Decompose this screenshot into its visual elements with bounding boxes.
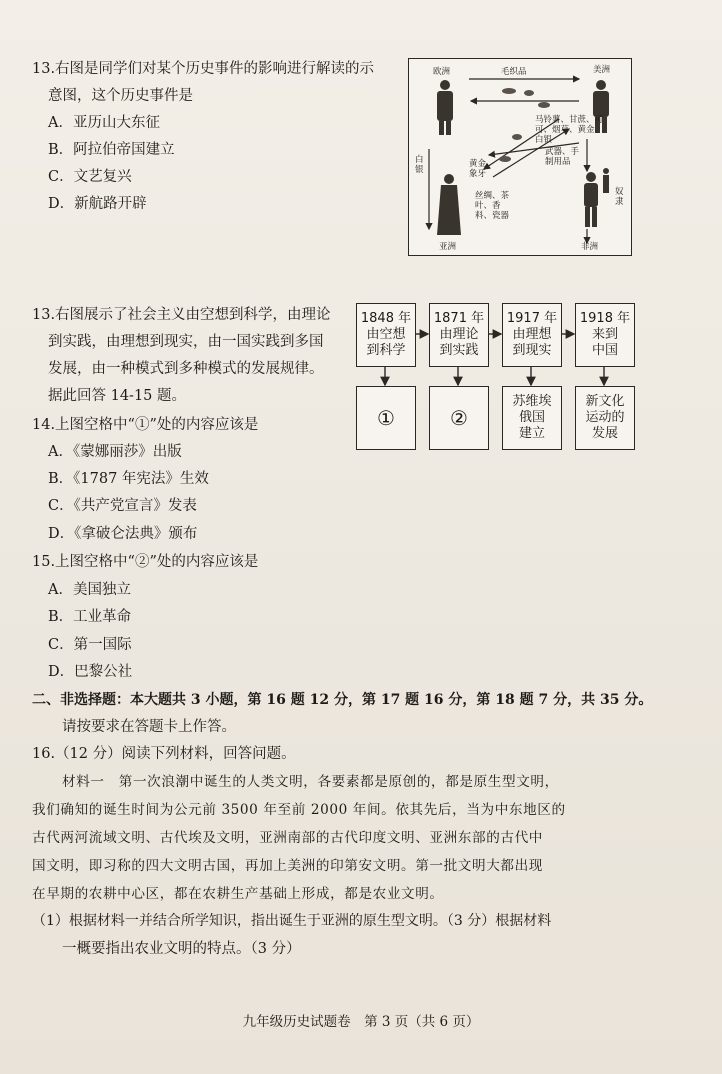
q13b-stem-line3: 发展，由一种模式到多种模式的发展规律。	[48, 361, 324, 377]
q16-sub1-line2: 一概要指出农业文明的特点。（3 分）	[62, 941, 301, 957]
q15-stem: 15.上图空格中“②”处的内容应该是	[32, 554, 259, 570]
trade-arrows-drawing	[409, 59, 631, 255]
section2-note: 请按要求在答题卡上作答。	[62, 719, 236, 735]
label-goods-weapons: 武器、手制用品	[545, 147, 580, 167]
q13a-stem-line2: 意图，这个历史事件是	[48, 88, 193, 104]
q14-option-b: B．《1787 年宪法》生效	[48, 471, 209, 487]
q13b-stem-line4: 据此回答 14-15 题。	[48, 388, 187, 404]
q14-stem: 14.上图空格中“①”处的内容应该是	[32, 417, 259, 433]
q16-material-line3: 古代两河流域文明、古代埃及文明，亚洲南部的古代印度文明、亚洲东部的古代中	[32, 830, 543, 846]
q13b-stem-line2: 到实践，由理想到现实，由一国实践到多国	[48, 334, 324, 350]
flow-box-1918: 1918 年 来到 中国	[575, 303, 635, 367]
flow-box-soviet: 苏维埃 俄国 建立	[502, 386, 562, 450]
label-america: 美洲	[593, 65, 611, 75]
label-slave: 奴隶	[615, 187, 624, 207]
flow-box-1871: 1871 年 由理论 到实践	[429, 303, 489, 367]
q14-option-a: A．《蒙娜丽莎》出版	[48, 444, 182, 460]
flow-blank-2: ②	[429, 386, 489, 450]
section2-title: 二、非选择题：本大题共 3 小题，第 16 题 12 分，第 17 题 16 分，第 18 题 7 分，共 35 分。	[32, 692, 653, 708]
flow-box-1917: 1917 年 由理想 到现实	[502, 303, 562, 367]
q16-sub1-line1: （1）根据材料一并结合所学知识，指出诞生于亚洲的原生型文明。（3 分）根据材料	[32, 913, 552, 929]
label-goods-asia: 丝绸、茶叶、香料、瓷器	[475, 191, 510, 221]
q16-stem: 16.（12 分）阅读下列材料，回答问题。	[32, 746, 296, 762]
q13a-option-a: A．亚历山大东征	[48, 115, 160, 131]
q16-material-line5: 在早期的农耕中心区，都在农耕生产基础上形成，都是农业文明。	[32, 886, 444, 902]
q15-option-d: D．巴黎公社	[48, 664, 133, 680]
page-footer: 九年级历史试题卷 第 3 页（共 6 页）	[242, 1014, 480, 1030]
trade-illustration	[408, 58, 632, 256]
q13a-option-c: C．文艺复兴	[48, 169, 132, 185]
label-goods-america: 马铃薯、甘蔗、可可、烟草、黄金、白银	[535, 115, 604, 145]
q16-material-line2: 我们确知的诞生时间为公元前 3500 年至前 2000 年间。依其先后，当为中东地区的	[32, 802, 566, 818]
label-africa: 非洲	[581, 242, 599, 252]
q13b-stem-line1: 13.右图展示了社会主义由空想到科学，由理论	[32, 307, 331, 323]
q15-option-c: C．第一国际	[48, 637, 132, 653]
q14-option-d: D．《拿破仑法典》颁布	[48, 526, 198, 542]
label-europe: 欧洲	[433, 67, 451, 77]
q16-material-line1: 材料一 第一次浪潮中诞生的人类文明，各要素都是原创的，都是原生型文明，	[62, 774, 559, 790]
q13a-stem-line1: 13.右图是同学们对某个历史事件的影响进行解读的示	[32, 61, 375, 77]
q13a-option-d: D．新航路开辟	[48, 196, 147, 212]
q15-option-b: B．工业革命	[48, 609, 132, 625]
q14-option-c: C．《共产党宣言》发表	[48, 498, 197, 514]
q16-material-line4: 国文明，即习称的四大文明古国，再加上美洲的印第安文明。第一批文明大都出现	[32, 858, 543, 874]
flow-box-new-culture: 新文化 运动的 发展	[575, 386, 635, 450]
label-asia: 亚洲	[439, 242, 457, 252]
flow-box-1848: 1848 年 由空想 到科学	[356, 303, 416, 367]
label-goods-gold: 黄金、象牙	[469, 159, 495, 179]
flow-blank-1: ①	[356, 386, 416, 450]
label-silver: 白银	[415, 155, 424, 175]
label-woolen: 毛织品	[501, 67, 527, 77]
q15-option-a: A．美国独立	[48, 582, 131, 598]
q13a-option-b: B．阿拉伯帝国建立	[48, 142, 175, 158]
